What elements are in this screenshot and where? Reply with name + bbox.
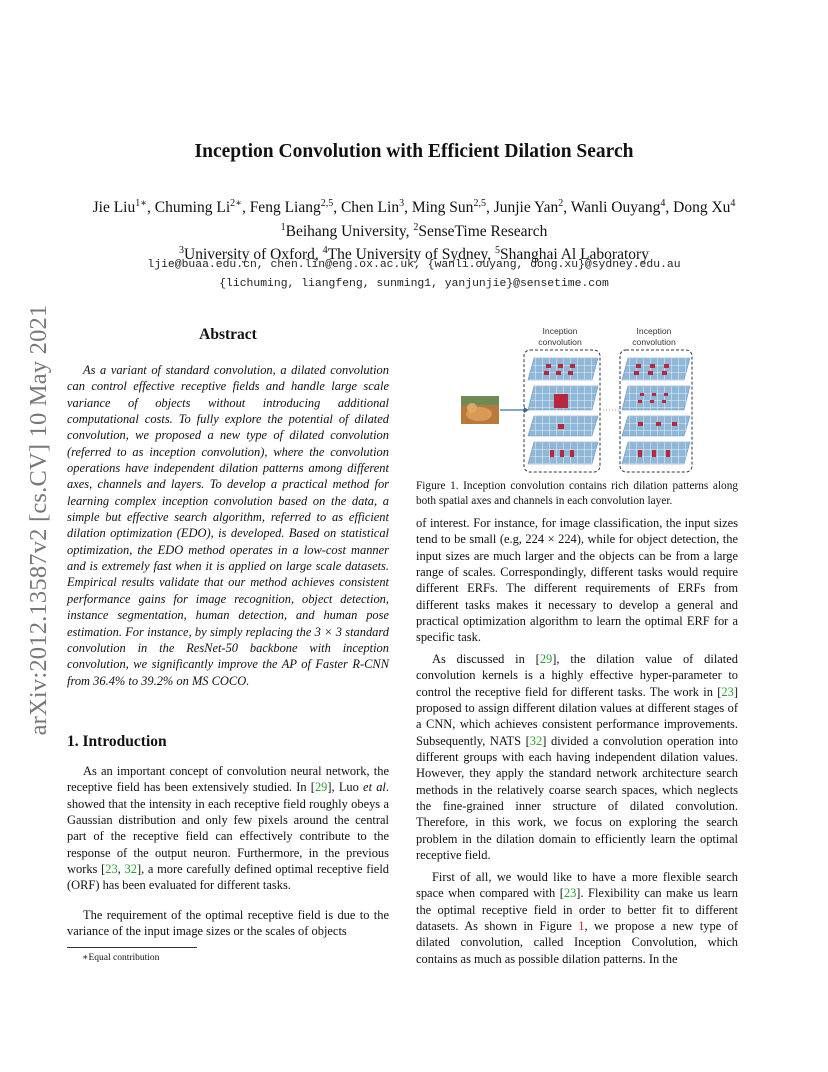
- footnote: ∗Equal contribution: [82, 953, 160, 963]
- text-run: First of all, we would like to have a more flexible search space when compared with [: [416, 870, 738, 901]
- citation-link[interactable]: 23: [563, 886, 577, 901]
- text-run: ] proposed to assign different dilation values at different stages of a CNN, which achieves consistent performance improvements. Subsequently, NATS [: [416, 684, 738, 748]
- affiliation-name: Shanghai Al Laboratory: [500, 246, 649, 264]
- author-affiliation-mark: 2,5: [320, 198, 334, 209]
- intro-paragraph-2-cont: of interest. For instance, for image classification, the input sizes tend to be small (e.g, 224 × 224), while for object detection, the input sizes are much larger and the objects can be from a large range of scales. Correspondingly, different tasks would require different ERFs. The different requirements of ERFs from different tasks makes it necessary to develop a general and practical optimization algorithm to learn the optimal ERF for a specific task.: [416, 516, 738, 645]
- intro-paragraph-1: [67, 763, 389, 894]
- layer-2-right: [622, 386, 690, 410]
- author-affiliation-mark: 2,5: [473, 198, 486, 209]
- citation-link[interactable]: 23: [105, 862, 118, 877]
- affiliation-mark: 2: [413, 221, 419, 233]
- citation-link[interactable]: 32: [124, 862, 137, 877]
- author-affiliation-mark: 4: [730, 198, 736, 209]
- email-line-2: {lichuming, liangfeng, sunming1, yanjunjie}@sensetime.com: [219, 278, 609, 290]
- arxiv-sidebar: [22, 275, 56, 765]
- author-block: [0, 194, 828, 265]
- citation-link[interactable]: 29: [539, 652, 553, 666]
- author-name: Dong Xu: [673, 199, 731, 217]
- intro-paragraph-2-start: The requirement of the optimal receptive field is due to the variance of the input image sizes or the scales of objects: [67, 908, 389, 939]
- author-name: Wanli Ouyang: [570, 199, 661, 217]
- author-affiliation-mark: 1∗: [135, 198, 148, 209]
- affiliation-mark: 3: [179, 245, 185, 257]
- text-run: As discussed in [: [432, 652, 540, 666]
- cat-photo-thumbnail: [461, 396, 499, 424]
- author-affiliation-mark: 2∗: [230, 198, 242, 209]
- affiliation-line-2: $^3$University of Oxford, $^4$The University of Sydney, $^5$Shanghai Al Laboratory: [179, 245, 649, 264]
- figure-1-caption: Figure 1. Inception convolution contains rich dilation patterns along both spatial axes and channels in each convolution layer.: [416, 480, 738, 507]
- layer-1-left: [528, 358, 598, 380]
- abstract-heading: Abstract: [199, 326, 257, 343]
- citation-link[interactable]: 32: [529, 733, 543, 748]
- text-run: ], the dilation value of dilated convolution kernels is a highly effective hyper-parameter to control the receptive field for different tasks. The work in [: [416, 652, 738, 699]
- figure-reference-link[interactable]: 1: [578, 919, 585, 934]
- affiliation-mark: 1: [280, 221, 286, 233]
- author-name: Feng Liang: [249, 199, 321, 217]
- paper-title: Inception Convolution with Efficient Dilation Search: [194, 141, 634, 162]
- author-name: Junjie Yan: [493, 199, 559, 217]
- layer-3-left: [528, 416, 598, 436]
- email-block: [0, 256, 828, 294]
- footnote-rule: [67, 947, 197, 948]
- text-run: ]. Flexibility can make us learn the optimal receptive field in order to better fit to different datasets. As shown in Figure: [416, 886, 738, 934]
- abstract-text: As a variant of standard convolution, a dilated convolution can control effective receptive fields and handle large scale variance of objects without introducing additional computational costs. To fully explore the potential of dilated convolution, we proposed a new type of dilated convolution (referred to as inception convolution), where the convolution operations have independent dilation patterns among different axes, channels and layers. To develop a practical method for learning complex inception convolution based on the data, a simple but effective search algorithm, referred to as efficient dilation optimization (EDO), is developed. Based on statistical optimization, the EDO method operates in a low-cost manner and is extremely fast when it is applied on large scale datasets. Empirical results validate that our method achieves consistent performance gains for image recognition, object detection, instance segmentation, human detection, and human pose estimation. For instance, by simply replacing the 3 × 3 standard convolution in the ResNet-50 backbone with inception convolution, we significantly improve the AP of Faster R-CNN from 36.4% to 39.2% on MS COCO.: [67, 363, 389, 688]
- affiliation-name: Beihang University: [285, 222, 406, 240]
- figure-label-left: Inception convolution: [538, 326, 582, 347]
- citation-link[interactable]: 29: [314, 780, 328, 795]
- layer-3-right: [622, 416, 690, 436]
- author-affiliation-mark: 3: [399, 198, 405, 209]
- layer-4-right: [622, 442, 690, 464]
- layer-4-left: [528, 442, 598, 464]
- text-run: ] divided a convolution operation into different groups with each having independent dilation values. However, they apply the standard network architecture search methods in the relatively coarse search spaces, which neglects the fine-grained inner structure of dilated convolution. Therefore, in this work, we focus on exploring the search problem in the dilation domain to efficiently learn the optimal receptive field.: [416, 733, 738, 863]
- intro-paragraph-3: [416, 651, 738, 863]
- text-run: . showed that the intensity in each receptive field roughly obeys a Gaussian distribution and only few pixels around the central part of the receptive field can effectively contribute to the response of the output neuron. Furthermore, in the previous works [: [67, 780, 389, 877]
- intro-heading: 1. Introduction: [67, 733, 167, 750]
- author-affiliation-mark: 4: [660, 198, 666, 209]
- text-run: ], a more carefully defined optimal receptive field (ORF) has been evaluated for different tasks.: [67, 862, 389, 893]
- text-run: ,: [117, 862, 125, 877]
- arxiv-identifier: arXiv:2012.13587v2 [cs.CV] 10 May 2021: [25, 304, 52, 736]
- intro-paragraph-4: [416, 869, 738, 967]
- affiliation-mark: 4: [322, 245, 328, 257]
- text-run: As an important concept of convolution neural network, the receptive field has been extensively studied. In [: [67, 764, 389, 795]
- author-list: Jie Liu$^{1∗}$, Chuming $Li^{2∗}$, Feng Liang$^{2,5}$, Chen Lin$^3$, Ming Sun$^{2,5}$, Junjie Yan$^2$, Wanli Ouyang$^4$, Dong Xu$^4$: [92, 198, 736, 217]
- text-run: ], Luo: [327, 780, 364, 795]
- author-affiliation-mark: 2: [558, 198, 564, 209]
- author-name: Ming Sun: [411, 199, 474, 217]
- email-line-1: ljie@buaa.edu.cn, chen.lin@eng.ox.ac.uk, {wanli.ouyang, dong.xu}@sydney.edu.au: [147, 259, 681, 271]
- et-al-italic: et al: [363, 780, 386, 795]
- author-name: Jie Liu: [92, 199, 136, 217]
- affiliation-mark: 5: [495, 245, 500, 257]
- affiliation-line-1: $^1$Beihang University, $^2$SenseTime Research: [280, 221, 548, 240]
- figure-1: [416, 320, 738, 480]
- affiliation-name: The University of Sydney: [327, 246, 488, 264]
- citation-link[interactable]: 23: [721, 684, 734, 699]
- author-name: Chen Lin: [340, 199, 400, 217]
- author-name: Chuming Li: [154, 199, 231, 217]
- layer-1-right: [622, 358, 690, 380]
- layer-2-left: [528, 386, 598, 410]
- figure-label-right: Inception convolution: [632, 326, 676, 347]
- affiliation-name: University of Oxford: [184, 246, 315, 264]
- affiliation-name: SenseTime Research: [418, 222, 548, 240]
- text-run: , we propose a new type of dilated convolution, called Inception Convolution, which contains as much as possible dilation patterns. In the: [416, 919, 738, 966]
